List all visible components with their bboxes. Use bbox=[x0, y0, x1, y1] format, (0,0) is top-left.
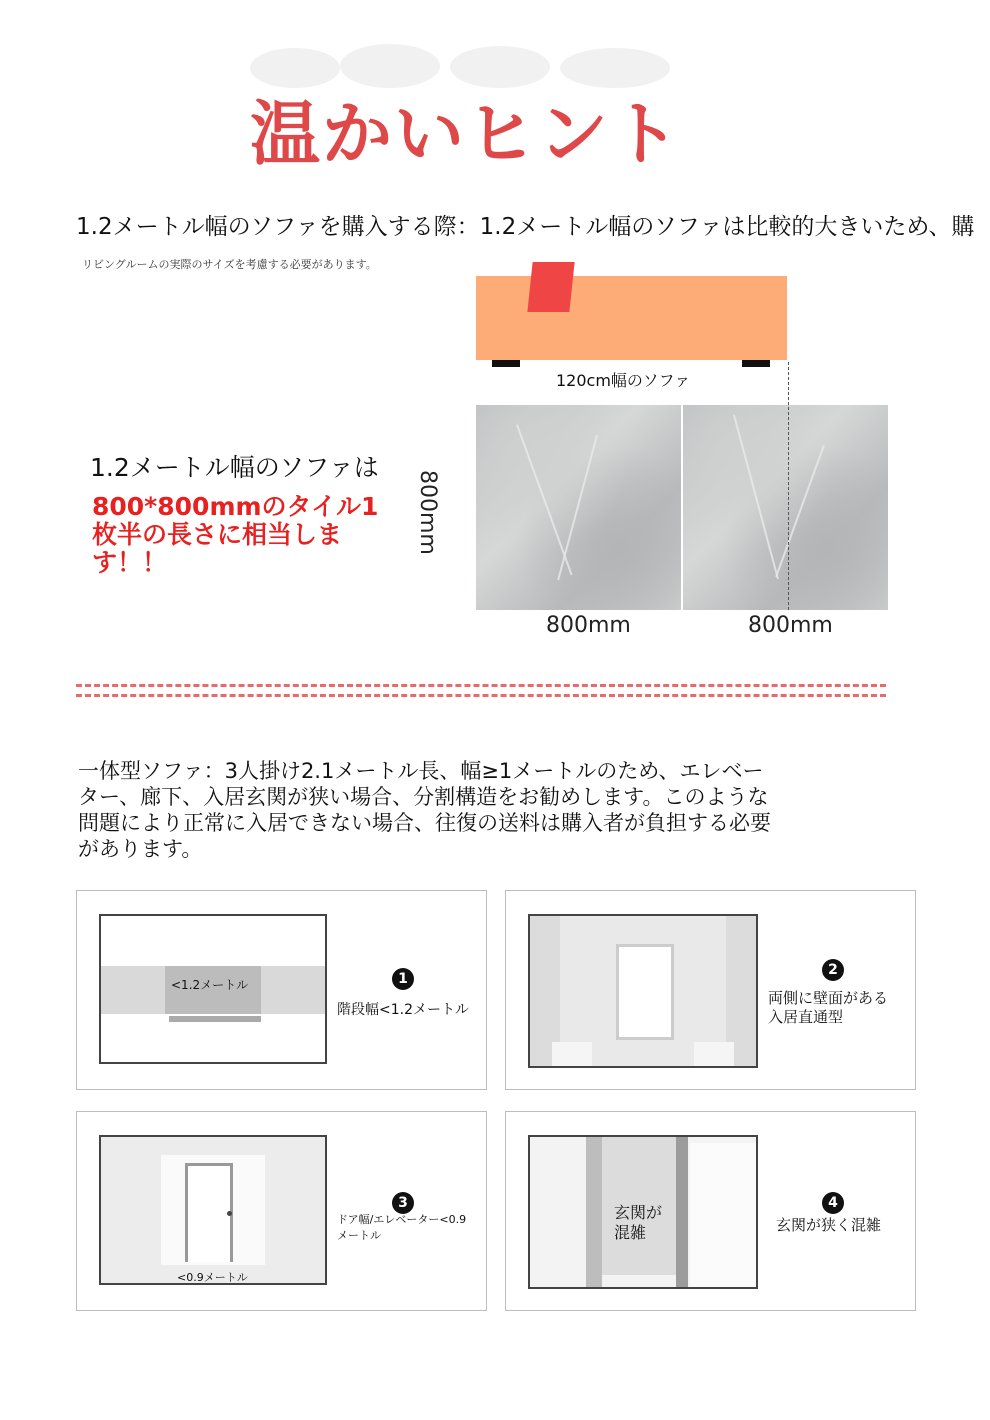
stairs-caption: 階段幅<1.2メートル bbox=[337, 1002, 469, 1018]
stairs-width-label: <1.2メートル bbox=[171, 978, 249, 992]
door-width-label: <0.9メートル bbox=[177, 1271, 248, 1284]
comparison-statement: 1.2メートル幅のソファは bbox=[90, 453, 379, 482]
door-illustration bbox=[99, 1135, 327, 1285]
panel-stairs bbox=[76, 890, 487, 1090]
tile-right bbox=[683, 405, 888, 610]
sofa-leg-right bbox=[742, 360, 770, 367]
sofa-body bbox=[476, 276, 787, 360]
comparison-highlight: 800*800mmのタイル1枚半の長さに相当します！！ bbox=[92, 492, 379, 577]
tile-left bbox=[476, 405, 681, 610]
step-2-badge: 2 bbox=[822, 959, 844, 981]
sofa-leg-left bbox=[492, 360, 520, 367]
step-4-badge: 4 bbox=[822, 1192, 844, 1214]
separator-bottom bbox=[76, 694, 886, 697]
tile-height-label: 800mm bbox=[415, 470, 440, 555]
page-title: 温かいヒント bbox=[250, 93, 682, 175]
step-3-badge: 3 bbox=[392, 1192, 414, 1214]
entrance-illustration bbox=[528, 1135, 758, 1289]
corridor-caption: 両側に壁面がある入居直通型 bbox=[768, 989, 889, 1026]
notice-text: 一体型ソファ：3人掛け2.1メートル長、幅≥1メートルのため、エレベーター、廊下、入居玄関が狭い場合、分割構造をお勧めします。このような問題により正常に入居できない場合、往復の送料は購入者が負担する必要があります。 bbox=[78, 759, 771, 861]
stairs-illustration bbox=[99, 914, 327, 1064]
panel-corridor bbox=[505, 890, 916, 1090]
tile-width-right-label: 800mm bbox=[748, 613, 833, 638]
sofa-end-marker bbox=[788, 362, 789, 610]
sofa-cushion bbox=[527, 262, 574, 312]
step-1-badge: 1 bbox=[392, 968, 414, 990]
door-caption: ドア幅/エレベーター<0.9メートル bbox=[337, 1213, 467, 1242]
intro-line: 1.2メートル幅のソファを購入する際：1.2メートル幅のソファは比較的大きいため、購 bbox=[76, 214, 975, 240]
panel-door bbox=[76, 1111, 487, 1311]
separator-top bbox=[76, 684, 886, 687]
intro-subline: リビングルームの実際のサイズを考慮する必要があります。 bbox=[82, 258, 377, 271]
panel-entrance bbox=[505, 1111, 916, 1311]
entrance-inner-label: 玄関が混雑 bbox=[614, 1203, 663, 1242]
corridor-illustration bbox=[528, 914, 758, 1068]
entrance-caption: 玄関が狭く混雑 bbox=[776, 1216, 882, 1234]
sofa-label: 120cm幅のソファ bbox=[556, 371, 691, 390]
tile-width-left-label: 800mm bbox=[546, 613, 631, 638]
